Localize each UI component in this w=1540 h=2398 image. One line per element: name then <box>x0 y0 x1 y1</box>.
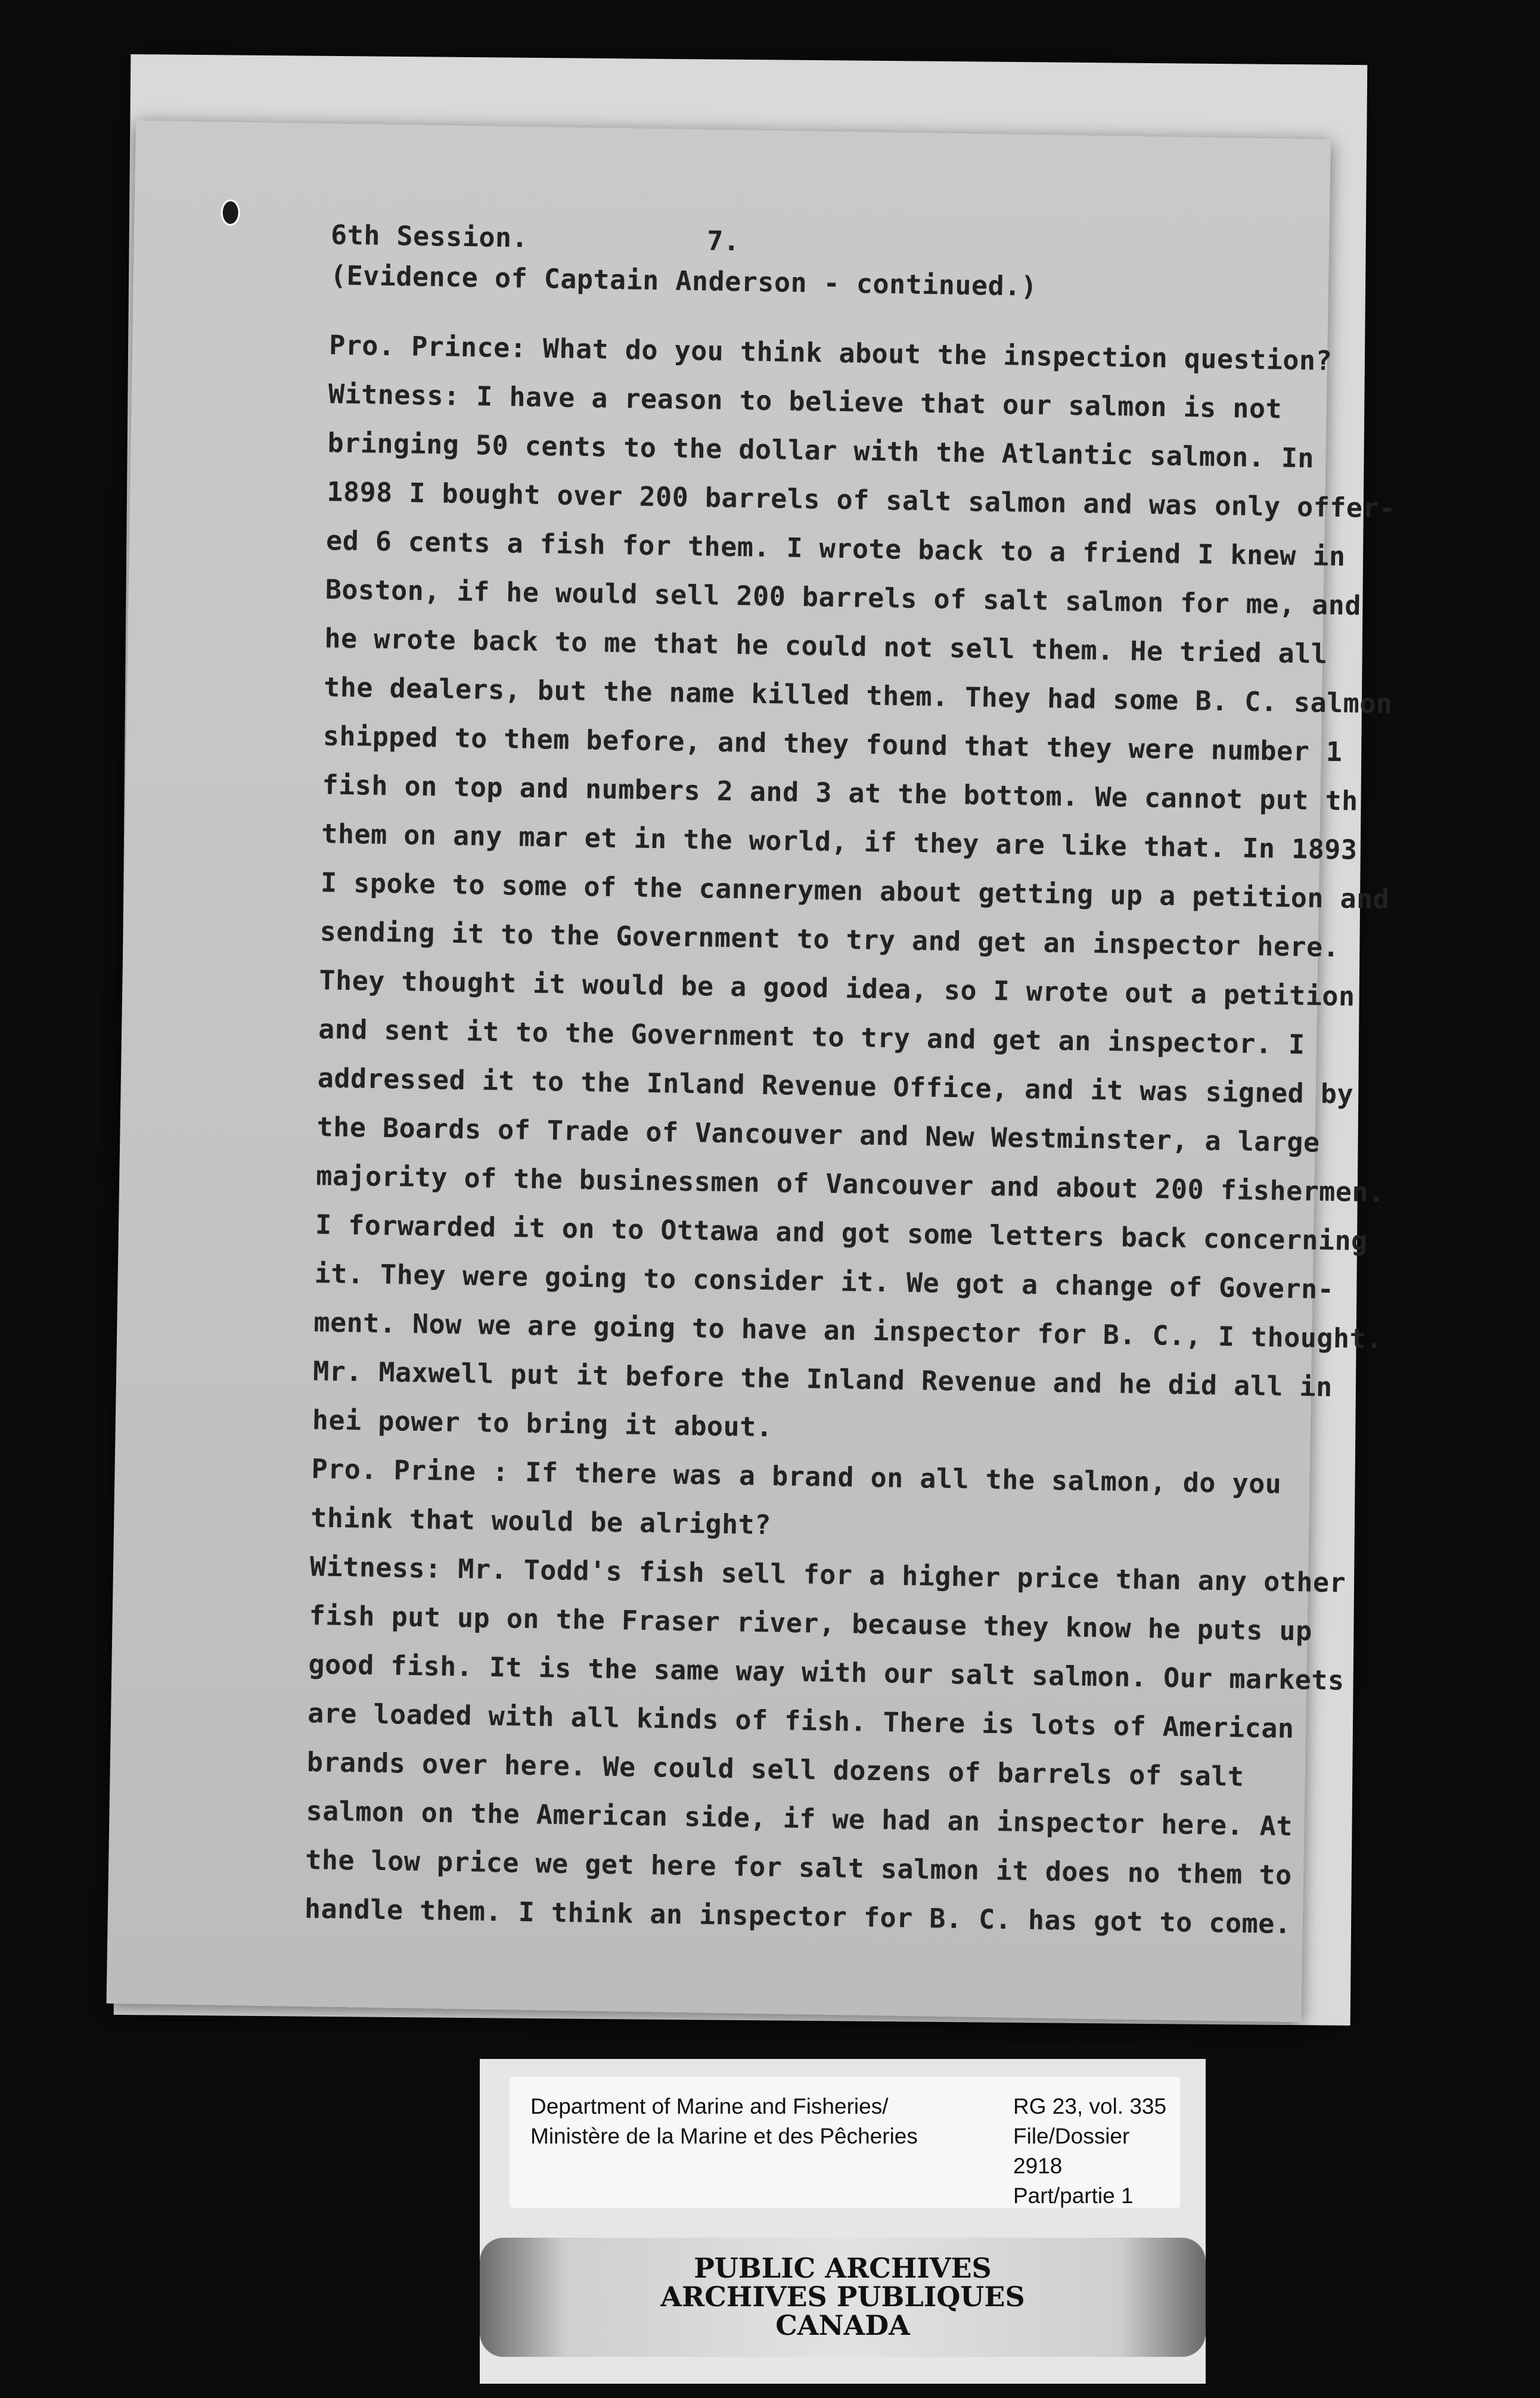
text-line: I forwarded it on to Ottawa and got some letters back concerning <box>315 1209 1368 1257</box>
text-line: Pro. Prince: What do you think about the inspection question? <box>328 329 1333 377</box>
text-line: Witness: I have a reason to believe that our salmon is not <box>328 378 1283 425</box>
archives-line-1: PUBLIC ARCHIVES <box>694 2252 992 2284</box>
part-number: Part/partie 1 <box>1013 2183 1134 2208</box>
public-archives-stamp <box>480 2238 1206 2357</box>
text-line: it. They were going to consider it. We got a change of Govern- <box>314 1257 1334 1306</box>
record-group: RG 23, vol. 335 <box>1013 2094 1167 2119</box>
text-line: brands over here. We could sell dozens of barrels of salt <box>306 1746 1244 1793</box>
text-line: Witness: Mr. Todd's fish sell for a higher price than any other <box>309 1551 1346 1599</box>
session-label: 6th Session. <box>330 219 529 254</box>
text-line: salmon on the American side, if we had an inspector here. At <box>306 1795 1293 1843</box>
archive-reference-label <box>510 2077 1180 2208</box>
text-line: ed 6 cents a fish for them. I wrote back to a friend I knew in <box>325 524 1346 573</box>
text-line: sending it to the Government to try and get an inspector here. <box>319 915 1340 964</box>
text-line: Mr. Maxwell put it before the Inland Revenue and he did all in <box>312 1355 1333 1403</box>
text-line: addressed it to the Inland Revenue Office, and it was signed by <box>317 1062 1354 1110</box>
text-line: he wrote back to me that he could not sell them. He tried all <box>324 622 1328 670</box>
text-line: fish put up on the Fraser river, because they know he puts up <box>309 1599 1313 1647</box>
file-number: File/Dossier 2918 <box>1013 2124 1130 2178</box>
department-en: Department of Marine and Fisheries/ <box>530 2094 889 2119</box>
text-line: handle them. I think an inspector for B. C. has got to come. <box>304 1893 1291 1940</box>
typed-page <box>106 120 1396 2022</box>
text-line: are loaded with all kinds of fish. There is lots of American <box>307 1697 1294 1745</box>
text-line: bringing 50 cents to the dollar with the Atlantic salmon. In <box>327 427 1315 474</box>
text-line: Boston, if he would sell 200 barrels of salt salmon for me, and <box>325 573 1362 622</box>
subheading: (Evidence of Captain Anderson - continued.) <box>330 259 1038 303</box>
department-fr: Ministère de la Marine et des Pêcheries <box>530 2124 918 2148</box>
archives-line-3: CANADA <box>775 2309 910 2341</box>
text-line: 1898 I bought over 200 barrels of salt salmon and was only offer- <box>326 476 1396 524</box>
text-line: the Boards of Trade of Vancouver and New Westminster, a large <box>316 1111 1320 1158</box>
department-block <box>530 2092 918 2151</box>
text-line: hei power to bring it about. <box>312 1404 773 1443</box>
text-line: the low price we get here for salt salmon it does no them to <box>305 1844 1293 1891</box>
text-line: Pro. Prine : If there was a brand on all the salmon, do you <box>311 1453 1282 1500</box>
text-line: majority of the businessmen of Vancouver and about 200 fishermen. <box>315 1160 1386 1209</box>
page-header <box>331 219 740 257</box>
page-number: 7. <box>706 225 740 257</box>
archives-line-2: ARCHIVES PUBLIQUES <box>660 2281 1025 2313</box>
text-line: shipped to them before, and they found that they were number 1 <box>322 720 1343 768</box>
text-line: them on any mar et in the world, if they are like that. In 1893 <box>321 818 1358 866</box>
text-line: think that would be alright? <box>310 1502 772 1541</box>
text-line: and sent it to the Government to try and get an inspector. I <box>318 1013 1305 1061</box>
text-line: good fish. It is the same way with our salt salmon. Our markets <box>308 1648 1345 1697</box>
text-line: the dealers, but the name killed them. They had some B. C. salmon <box>323 671 1393 720</box>
text-line: fish on top and numbers 2 and 3 at the bottom. We cannot put th <box>322 769 1359 817</box>
text-line: They thought it would be a good idea, so I wrote out a petition <box>319 964 1356 1012</box>
archive-stamp-card <box>480 2059 1206 2384</box>
punch-hole <box>221 200 240 226</box>
reference-block <box>1013 2092 1180 2211</box>
text-line: I spoke to some of the cannerymen about getting up a petition and <box>320 866 1390 915</box>
text-line: ment. Now we are going to have an inspector for B. C., I thought. <box>313 1306 1383 1355</box>
